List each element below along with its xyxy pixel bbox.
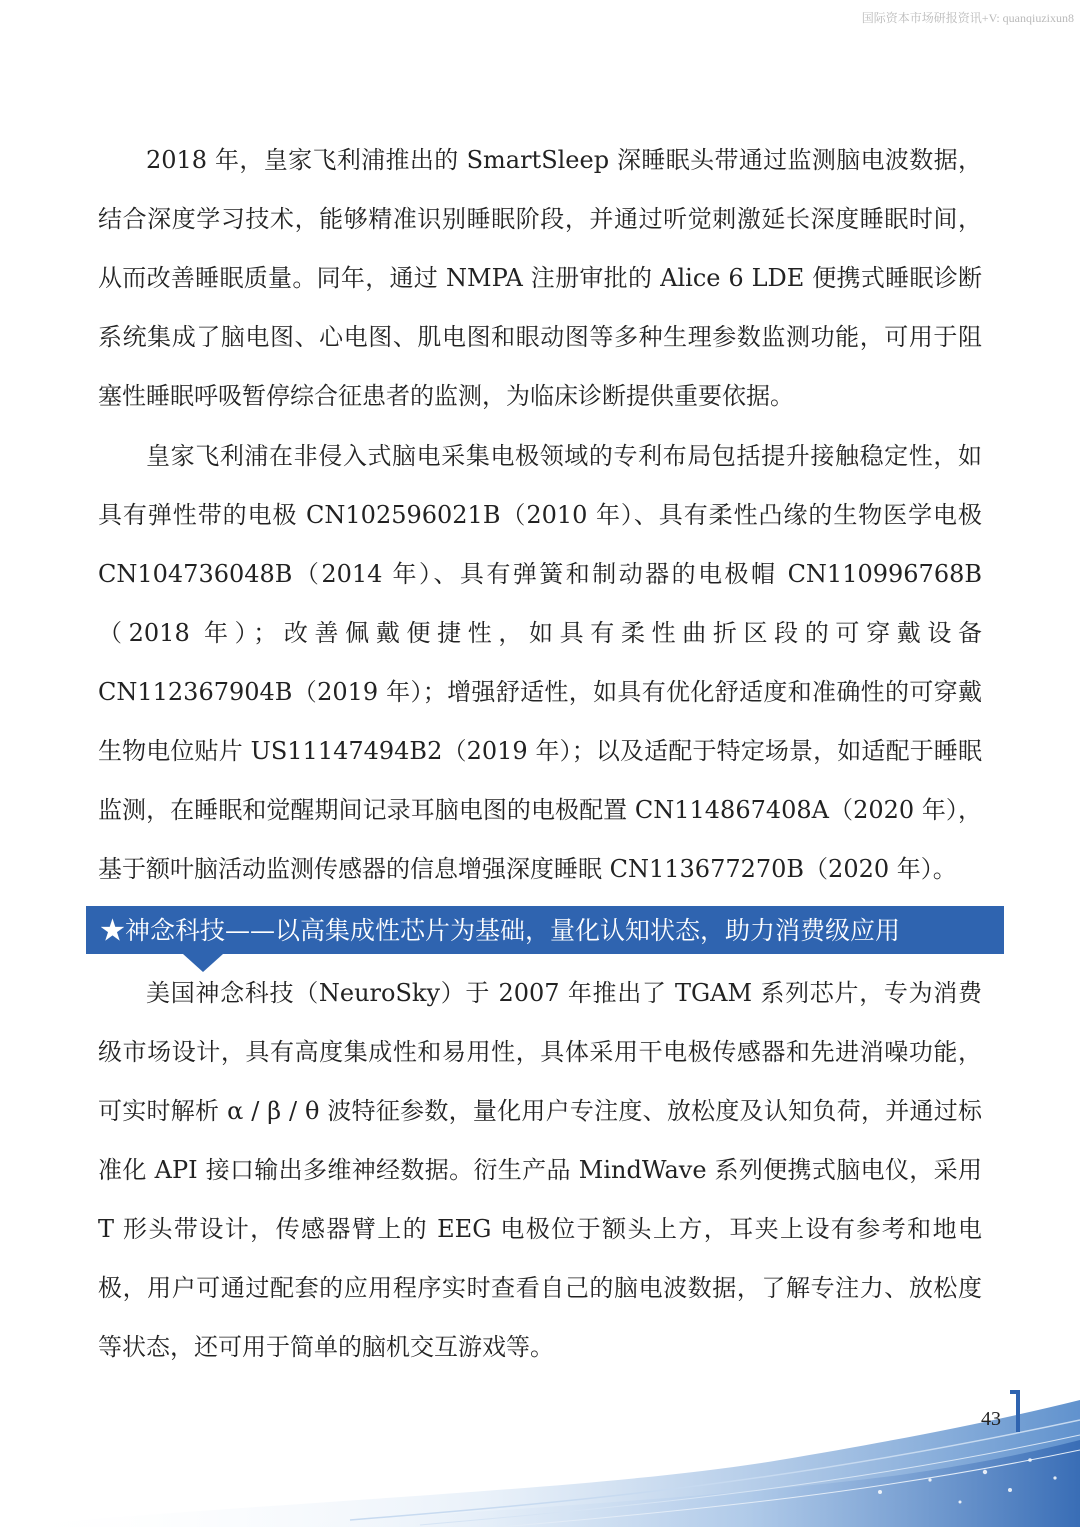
watermark-text: 国际资本市场研报资讯+V: quanqiuzixun8 <box>861 11 1074 25</box>
body-paragraph-2: 皇家飞利浦在非侵入式脑电采集电极领域的专利布局包括提升接触稳定性，如具有弹性带的电极 CN102596021B（2010 年）、具有柔性凸缘的生物医学电极 CN104736048B（2014 年）、具有弹簧和制动器的电极帽 CN110996768B（2018 年）；改善佩戴便捷性，如具有柔性曲折区段的可穿戴设备 CN112367904B（2019 年）；增强舒适性，如具有优化舒适度和准确性的可穿戴生物电位贴片 US11147494B2（2019 年）；以及适配于特定场景，如适配于睡眠监测，在睡眠和觉醒期间记录耳脑电图的电极配置 CN114867408A（2020 年），基于额叶脑活动监测传感器的信息增强深度睡眠 CN113677270B（2020 年）。 <box>98 442 982 883</box>
body-paragraph-3: 美国神念科技（NeuroSky）于 2007 年推出了 TGAM 系列芯片，专为消费级市场设计，具有高度集成性和易用性，具体采用干电极传感器和先进消噪功能，可实时解析 α / β / θ 波特征参数，量化用户专注度、放松度及认知负荷，并通过标准化 API 接口输出多维神经数据。衍生产品 MindWave 系列便携式脑电仪，采用 T 形头带设计，传感器臂上的 EEG 电极位于额头上方，耳夹上设有参考和地电极，用户可通过配套的应用程序实时查看自己的脑电波数据，了解专注力、放松度等状态，还可用于简单的脑机交互游戏等。 <box>98 979 982 1361</box>
page-number: 43 <box>981 1408 1001 1430</box>
footer-wave-decoration <box>0 1380 1080 1527</box>
page-number-bracket <box>1010 1390 1020 1432</box>
body-paragraph-1: 2018 年，皇家飞利浦推出的 SmartSleep 深睡眠头带通过监测脑电波数据，结合深度学习技术，能够精准识别睡眠阶段，并通过听觉刺激延长深度睡眠时间，从而改善睡眠质量。同年，通过 NMPA 注册审批的 Alice 6 LDE 便携式睡眠诊断系统集成了脑电图、心电图、肌电图和眼动图等多种生理参数监测功能，可用于阻塞性睡眠呼吸暂停综合征患者的监测，为临床诊断提供重要依据。 <box>98 146 982 410</box>
section-heading-banner: ★神念科技——以高集成性芯片为基础，量化认知状态，助力消费级应用 <box>86 906 1004 954</box>
